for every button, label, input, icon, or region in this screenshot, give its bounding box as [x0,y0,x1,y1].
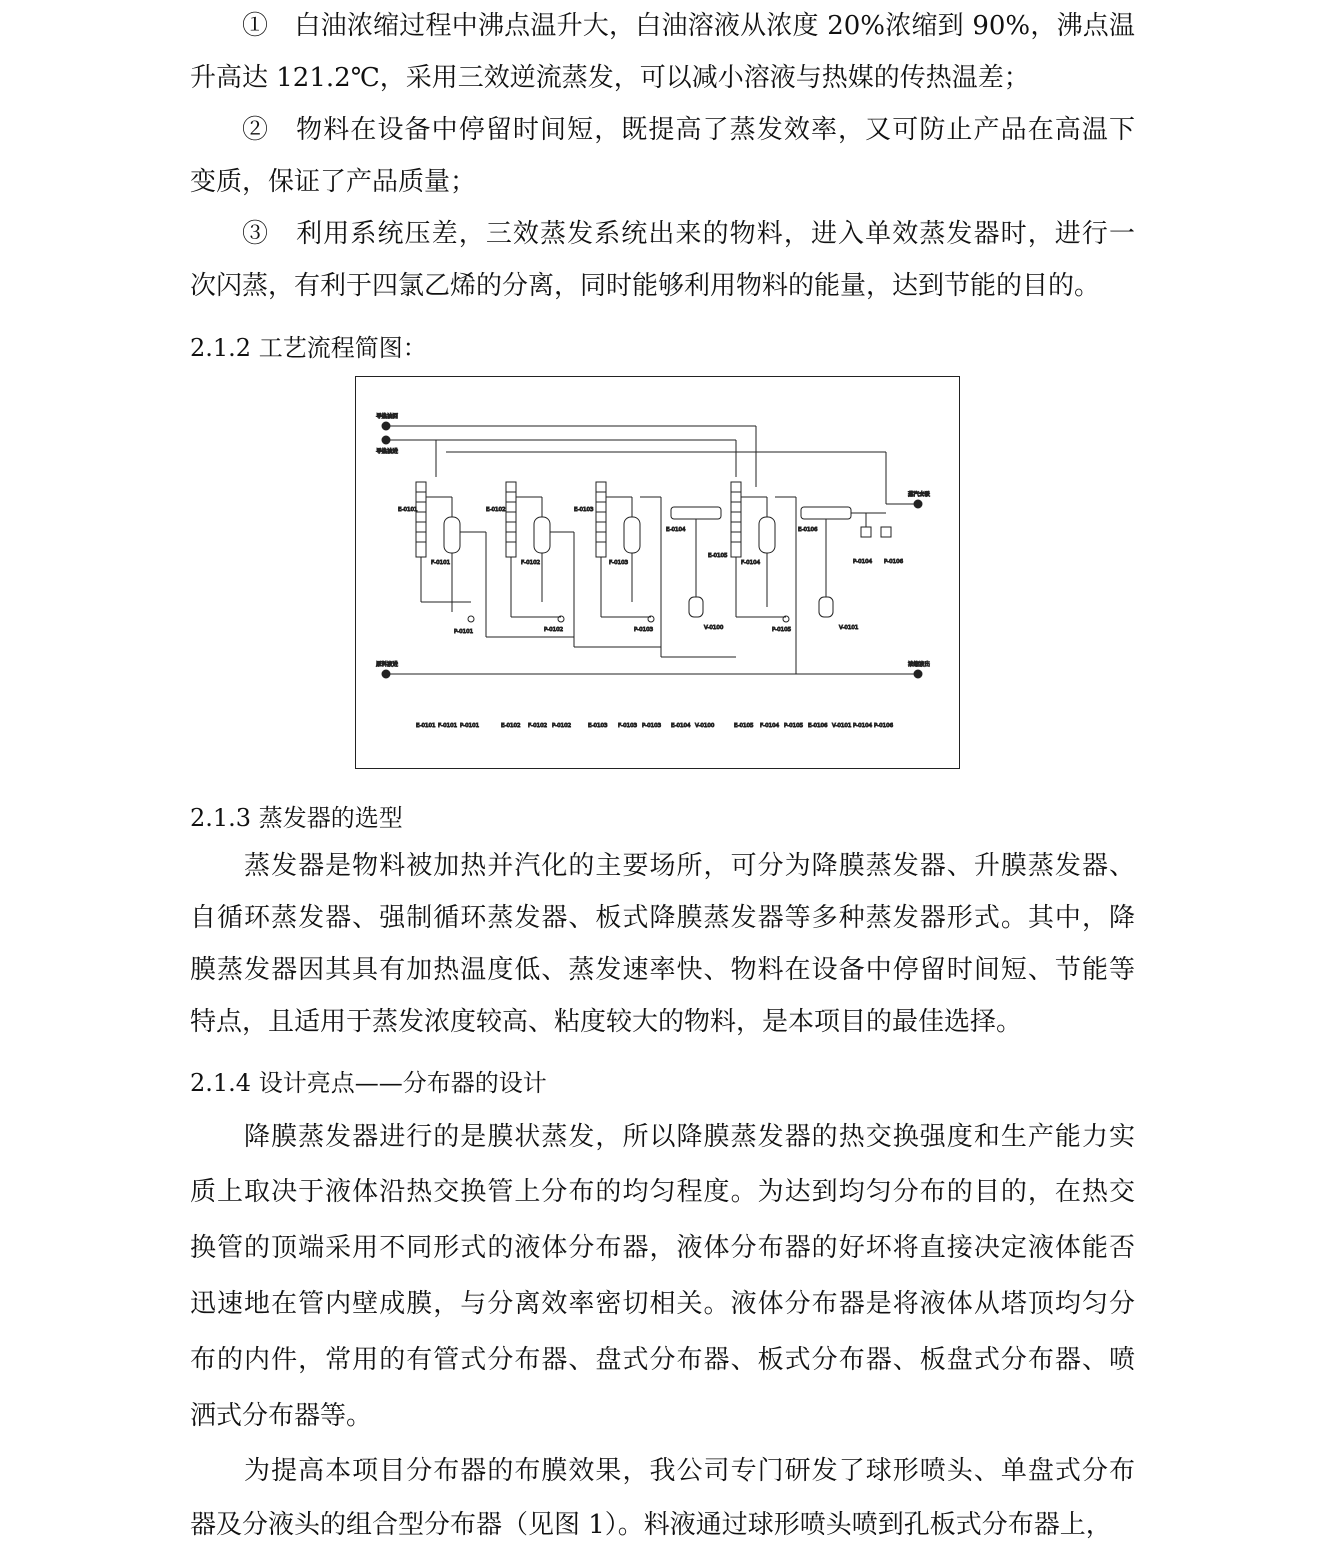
svg-text:E-0101: E-0101 [416,723,436,729]
svg-text:P-0102: P-0102 [552,723,572,729]
svg-text:P-0105: P-0105 [784,723,804,729]
svg-text:E-0102: E-0102 [501,723,521,729]
svg-text:P-0102: P-0102 [544,627,564,633]
stream-label: 原料液进 [376,662,399,668]
paragraph-line: ② 物料在设备中停留时间短，既提高了蒸发效率，又可防止产品在高温下 [242,115,1135,145]
paragraph-line: 换管的顶端采用不同形式的液体分布器，液体分布器的好坏将直接决定液体能否 [190,1233,1135,1263]
paragraph-line: ① 白油浓缩过程中沸点温升大，白油溶液从浓度 20%浓缩到 90%，沸点温 [242,11,1135,41]
paragraph-line: 布的内件，常用的有管式分布器、盘式分布器、板式分布器、板盘式分布器、喷 [190,1345,1135,1375]
process-flow-diagram [355,376,960,769]
svg-text:P-0106: P-0106 [874,723,894,729]
svg-text:E-0104: E-0104 [666,527,686,533]
svg-text:P-0106: P-0106 [884,559,904,565]
svg-text:E-0103: E-0103 [588,723,608,729]
svg-text:P-0101: P-0101 [454,629,474,635]
paragraph-line: 蒸发器是物料被加热并汽化的主要场所，可分为降膜蒸发器、升膜蒸发器、 [190,851,1135,881]
stream-label: 蒸汽去吸 [908,492,931,498]
svg-text:P-0103: P-0103 [634,627,654,633]
svg-text:P-0104: P-0104 [853,723,873,729]
effect-4 [661,482,796,674]
svg-text:E-0102: E-0102 [486,507,506,513]
paragraph-line: 洒式分布器等。 [190,1401,373,1431]
svg-text:P-0105: P-0105 [772,627,792,633]
paragraph-line: 变质，保证了产品质量； [190,167,477,197]
section-heading: 2.1.4 设计亮点——分布器的设计 [190,1069,547,1097]
svg-text:F-0104: F-0104 [760,723,780,729]
svg-text:V-0100: V-0100 [695,723,715,729]
paragraph-line: 特点，且适用于蒸发浓度较高、粘度较大的物料，是本项目的最佳选择。 [190,1007,1023,1037]
section-heading: 2.1.3 蒸发器的选型 [190,804,403,832]
condenser-e0104 [671,507,721,617]
paragraph-line: 膜蒸发器因其具有加热温度低、蒸发速率快、物料在设备中停留时间短、节能等 [190,955,1135,985]
stream-label: 浓缩液出 [908,662,931,668]
svg-text:V-0101: V-0101 [839,625,859,631]
svg-text:E-0105: E-0105 [708,553,728,559]
svg-text:E-0106: E-0106 [798,527,818,533]
paragraph-line: 迅速地在管内壁成膜，与分离效率密切相关。液体分布器是将液体从塔顶均匀分 [190,1289,1135,1319]
paragraph-line: 为提高本项目分布器的布膜效果，我公司专门研发了球形喷头、单盘式分布 [190,1456,1135,1486]
svg-text:E-0103: E-0103 [574,507,594,513]
svg-text:F-0101: F-0101 [431,560,451,566]
svg-text:E-0104: E-0104 [671,723,691,729]
svg-text:V-0100: V-0100 [704,625,724,631]
paragraph-line: 升高达 121.2℃，采用三效逆流蒸发，可以减小溶液与热媒的传热温差； [190,63,1030,93]
svg-text:F-0101: F-0101 [438,723,458,729]
svg-text:F-0104: F-0104 [741,560,761,566]
svg-text:V-0101: V-0101 [832,723,852,729]
paragraph-line: ③ 利用系统压差，三效蒸发系统出来的物料，进入单效蒸发器时，进行一 [242,219,1135,249]
paragraph-line: 自循环蒸发器、强制循环蒸发器、板式降膜蒸发器等多种蒸发器形式。其中，降 [190,903,1135,933]
effect-1 [416,482,486,637]
section-heading: 2.1.2 工艺流程简图： [190,334,427,362]
svg-text:E-0106: E-0106 [808,723,828,729]
svg-text:P-0101: P-0101 [460,723,480,729]
paragraph-line: 降膜蒸发器进行的是膜状蒸发，所以降膜蒸发器的热交换强度和生产能力实 [190,1122,1135,1152]
svg-text:P-0103: P-0103 [642,723,662,729]
paragraph-line: 次闪蒸，有利于四氯乙烯的分离，同时能够利用物料的能量，达到节能的目的。 [190,271,1101,301]
paragraph-line: 质上取决于液体沿热交换管上分布的均匀程度。为达到均匀分布的目的，在热交 [190,1177,1135,1207]
equipment-legend [416,723,894,729]
stream-inlets [382,422,922,678]
condenser-e0106 [801,507,891,617]
stream-label: 导热油进 [376,449,399,455]
svg-text:E-0105: E-0105 [734,723,754,729]
svg-text:P-0104: P-0104 [853,559,873,565]
svg-text:F-0102: F-0102 [528,723,548,729]
paragraph-line: 器及分液头的组合型分布器（见图 1）。料液通过球形喷头喷到孔板式分布器上， [190,1510,1112,1540]
svg-text:F-0102: F-0102 [521,560,541,566]
svg-text:F-0103: F-0103 [618,723,638,729]
svg-text:F-0103: F-0103 [609,560,629,566]
svg-text:E-0101: E-0101 [398,507,418,513]
stream-label: 导热油回 [376,414,399,420]
